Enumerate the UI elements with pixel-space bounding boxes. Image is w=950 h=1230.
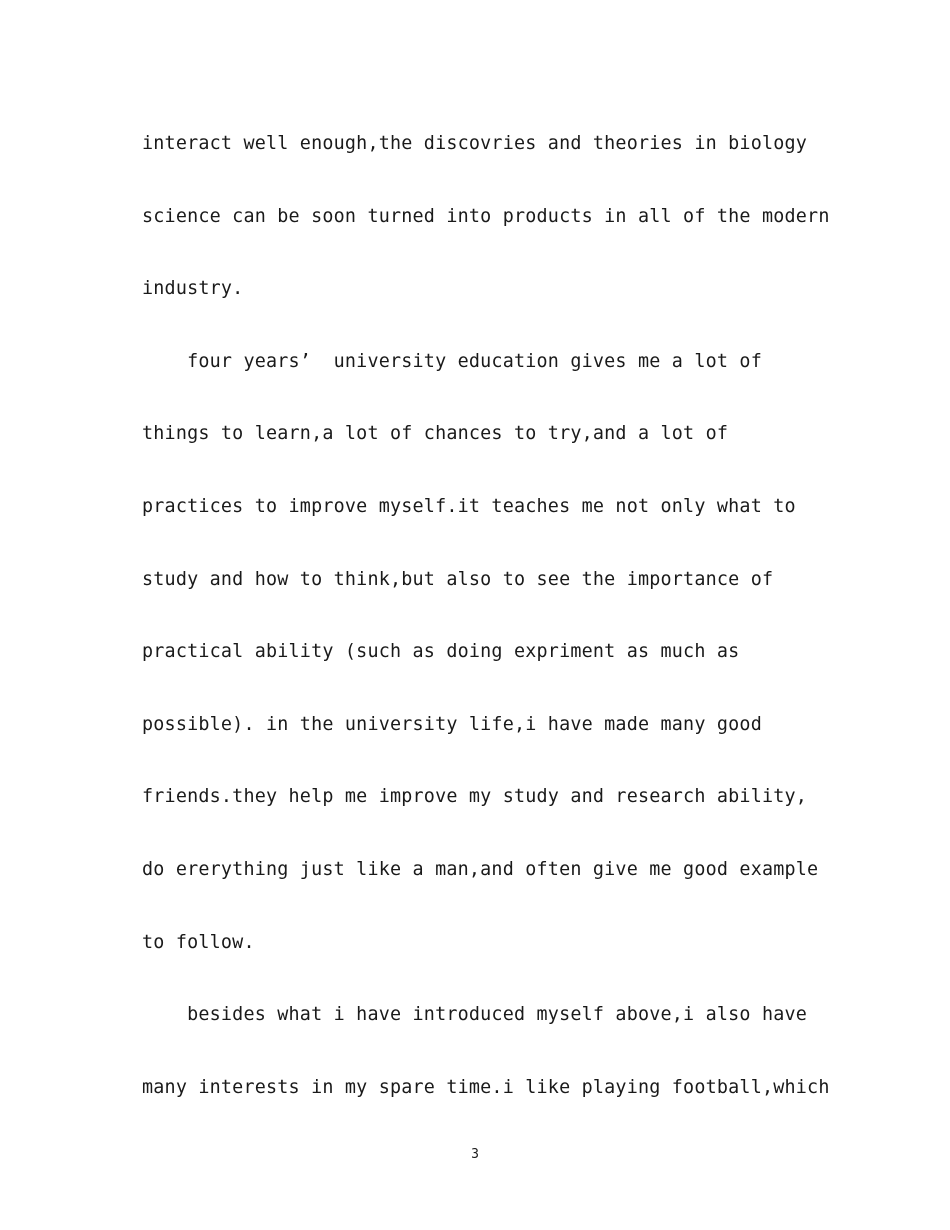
text-line: science can be soon turned into products in all of the modern xyxy=(142,205,830,227)
text-line: do ererything just like a man,and often give me good example xyxy=(142,858,819,880)
text-line: study and how to think,but also to see the importance of xyxy=(142,568,774,590)
text-line: practices to improve myself.it teaches me not only what to xyxy=(142,495,796,517)
text-line: friends.they help me improve my study and research ability, xyxy=(142,786,808,808)
text-line: possible). in the university life,i have made many good xyxy=(142,713,762,735)
body-text xyxy=(142,126,842,1142)
paragraph-start-line: four years’ university education gives me a lot of xyxy=(142,350,762,372)
paragraph-start-line: besides what i have introduced myself above,i also have xyxy=(142,1004,808,1026)
page-number: 3 xyxy=(471,1147,479,1162)
text-line: interact well enough,the discovries and theories in biology xyxy=(142,133,808,154)
text-line: many interests in my spare time.i like playing football,which xyxy=(142,1076,830,1098)
text-line: practical ability (such as doing expriment as much as xyxy=(142,641,740,663)
text-line: things to learn,a lot of chances to try,and a lot of xyxy=(142,423,729,445)
text-line: to follow. xyxy=(142,931,255,953)
text-line: industry. xyxy=(142,278,244,300)
